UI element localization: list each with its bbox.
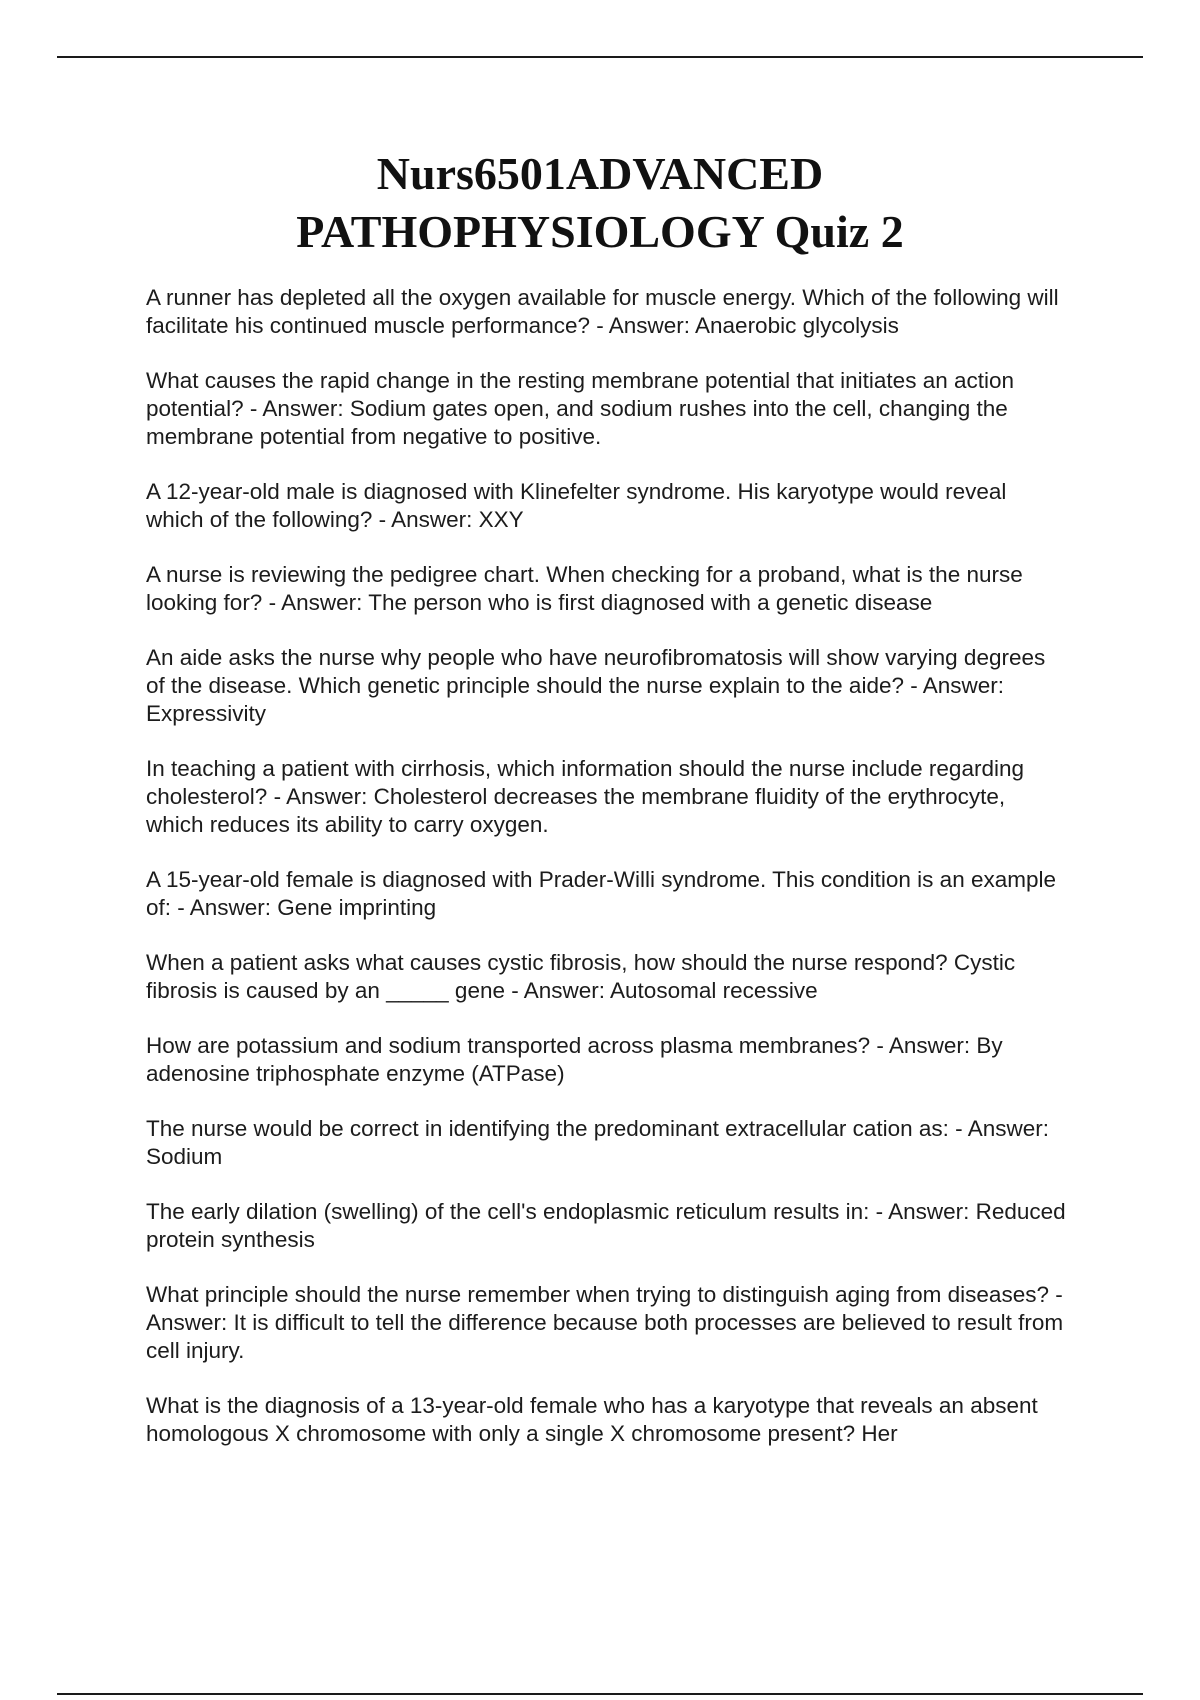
bottom-rule <box>57 1693 1143 1695</box>
qa-list <box>146 284 1066 1475</box>
qa-item: The nurse would be correct in identifying the predominant extracellular cation as: - Answer: Sodium <box>146 1116 1049 1169</box>
qa-item: In teaching a patient with cirrhosis, which information should the nurse include regarding cholesterol? - Answer: Cholesterol decreases the membrane fluidity of the erythrocyte, which reduces its ability to carry oxygen. <box>146 756 1024 837</box>
qa-item: What principle should the nurse remember when trying to distinguish aging from diseases? - Answer: It is difficult to tell the difference because both processes are believed to result from cell injury. <box>146 1282 1064 1363</box>
qa-item: What is the diagnosis of a 13-year-old female who has a karyotype that reveals an absent homologous X chromosome with only a single X chromosome present? Her <box>146 1393 1038 1446</box>
title-line-1: Nurs6501ADVANCED <box>376 148 824 199</box>
qa-item: What causes the rapid change in the resting membrane potential that initiates an action potential? - Answer: Sodium gates open, and sodium rushes into the cell, changing the membrane potential from negative to positive. <box>146 368 1015 449</box>
title-line-2: PATHOPHYSIOLOGY Quiz 2 <box>296 206 904 257</box>
qa-item: How are potassium and sodium transported across plasma membranes? - Answer: By adenosine triphosphate enzyme (ATPase) <box>146 1033 1003 1086</box>
qa-item: A runner has depleted all the oxygen available for muscle energy. Which of the following will facilitate his continued muscle performance? - Answer: Anaerobic glycolysis <box>146 285 1059 338</box>
qa-item: A 15-year-old female is diagnosed with Prader-Willi syndrome. This condition is an example of: - Answer: Gene imprinting <box>146 867 1057 920</box>
top-rule <box>57 56 1143 58</box>
qa-item: When a patient asks what causes cystic fibrosis, how should the nurse respond? Cystic fibrosis is caused by an _____ gene - Answer: Autosomal recessive <box>146 950 1016 1003</box>
qa-item: An aide asks the nurse why people who have neurofibromatosis will show varying degrees of the disease. Which genetic principle should the nurse explain to the aide? - Answer: Expressivity <box>146 645 1046 726</box>
qa-item: A nurse is reviewing the pedigree chart. When checking for a proband, what is the nurse looking for? - Answer: The person who is first diagnosed with a genetic disease <box>146 562 1023 615</box>
qa-item: A 12-year-old male is diagnosed with Klinefelter syndrome. His karyotype would reveal which of the following? - Answer: XXY <box>146 479 1007 532</box>
document-title <box>0 145 1200 261</box>
qa-item: The early dilation (swelling) of the cell's endoplasmic reticulum results in: - Answer: Reduced protein synthesis <box>146 1199 1066 1252</box>
